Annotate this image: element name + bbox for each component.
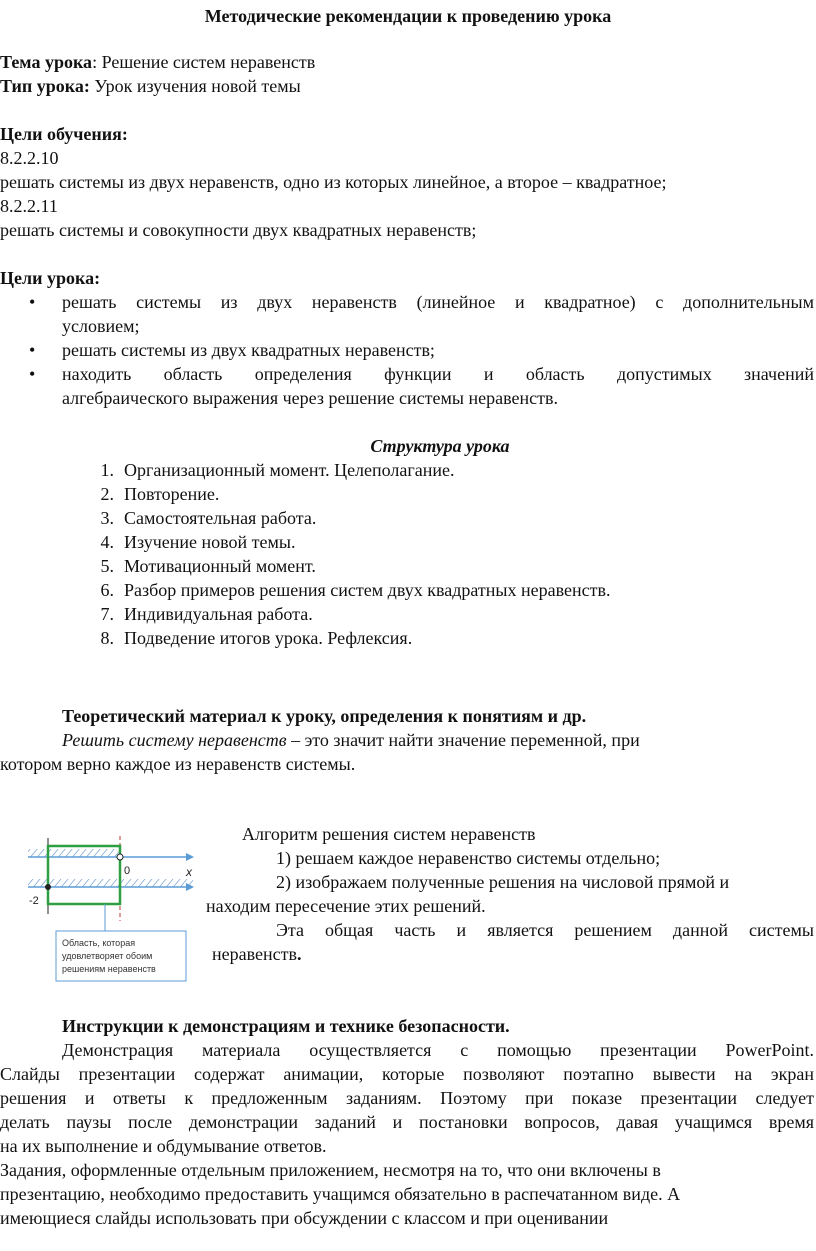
structure-list bbox=[0, 458, 816, 654]
algorithm-step-cont: находим пересечение этих решений. bbox=[206, 896, 486, 916]
lesson-topic bbox=[0, 50, 315, 74]
bullet-icon: • bbox=[29, 340, 36, 360]
instructions-line: презентацию, необходимо предоставить учащимся обязательно в распечатанном виде. А bbox=[0, 1184, 681, 1204]
instructions-line: на их выполнение и обдумывание ответов. bbox=[0, 1136, 327, 1156]
instructions-line: Демонстрация материала осуществляется с помощью презентации PowerPoint. bbox=[62, 1040, 814, 1060]
structure-item: 4. Изучение новой темы. bbox=[100, 532, 296, 552]
algorithm-step: 2) изображаем полученные решения на числовой прямой и bbox=[276, 872, 730, 892]
lesson-goal-line: находить область определения функции и область допустимых значений bbox=[62, 364, 814, 384]
topic-label: Тема урока bbox=[0, 52, 93, 72]
structure-heading: Структура урока bbox=[370, 436, 510, 456]
instructions-line: решения и ответы к предложенным заданиям. Поэтому при показе презентации следует bbox=[0, 1088, 814, 1108]
lesson-type bbox=[0, 74, 301, 98]
structure-item: 2. Повторение. bbox=[100, 484, 220, 504]
lesson-goal-item bbox=[0, 362, 816, 410]
instructions-line: Слайды презентации содержат анимации, которые позволяют поэтапно вывести на экран bbox=[0, 1064, 814, 1084]
lesson-goal-line: решать системы из двух неравенств (линейное и квадратное) с дополнительным bbox=[62, 292, 814, 312]
algorithm-title: Алгоритм решения систем неравенств bbox=[242, 824, 536, 844]
goal-text: решать системы и совокупности двух квадратных неравенств; bbox=[0, 220, 477, 240]
structure-item: 5. Мотивационный момент. bbox=[100, 556, 316, 576]
topic-value: : Решение систем неравенств bbox=[92, 52, 316, 72]
callout-line: решениям неравенств bbox=[62, 964, 156, 974]
bullet-icon: • bbox=[29, 364, 36, 384]
lesson-goal-item bbox=[0, 290, 816, 338]
arrow-icon bbox=[186, 853, 194, 861]
callout-line: Область, которая bbox=[62, 938, 136, 948]
structure-item: 3. Самостоятельная работа. bbox=[100, 508, 317, 528]
callout-line: удовлетворяет обоим bbox=[62, 951, 153, 961]
open-point bbox=[117, 854, 123, 860]
lesson-goals-heading: Цели урока: bbox=[0, 268, 101, 288]
filled-point bbox=[45, 884, 51, 890]
structure-item: 7. Индивидуальная работа. bbox=[100, 604, 313, 624]
goal-text: решать системы из двух неравенств, одно из которых линейное, а второе – квадратное; bbox=[0, 172, 667, 192]
theory-heading: Теоретический материал к уроку, определения к понятиям и др. bbox=[62, 706, 587, 726]
algorithm-step: Эта общая часть и является решением данной системы bbox=[276, 920, 814, 940]
type-label: Тип урока: bbox=[0, 76, 90, 96]
structure-item: 8. Подведение итогов урока. Рефлексия. bbox=[100, 628, 413, 648]
instructions-heading: Инструкции к демонстрациям и технике безопасности. bbox=[62, 1016, 510, 1036]
goal-code: 8.2.2.10 bbox=[0, 148, 59, 168]
algorithm-step-cont: неравенств. bbox=[212, 944, 302, 964]
learning-goals-heading: Цели обучения: bbox=[0, 124, 128, 144]
theory-definition: Решить систему неравенств – это значит найти значение переменной, при bbox=[62, 730, 640, 750]
structure-item: 6. Разбор примеров решения систем двух квадратных неравенств. bbox=[100, 580, 611, 600]
lesson-goal-line: условием; bbox=[62, 316, 140, 336]
label-x: x bbox=[186, 865, 192, 879]
label-neg2: -2 bbox=[29, 895, 39, 907]
hatch-band-upper bbox=[28, 849, 120, 857]
theory-definition-cont: котором верно каждое из неравенств системы. bbox=[0, 754, 356, 774]
definition-term: Решить систему неравенств bbox=[62, 730, 287, 750]
algorithm-step: 1) решаем каждое неравенство системы отдельно; bbox=[276, 848, 661, 868]
lesson-goal-line: алгебраического выражения через решение системы неравенств. bbox=[62, 388, 558, 408]
number-line-diagram bbox=[0, 826, 205, 986]
instructions-line: делать паузы после демонстрации заданий и постановки вопросов, давая учащимся время bbox=[0, 1112, 814, 1132]
type-value: Урок изучения новой темы bbox=[89, 76, 301, 96]
instructions-line: Задания, оформленные отдельным приложением, несмотря на то, что они включены в bbox=[0, 1160, 661, 1180]
hatch-band-lower bbox=[28, 879, 193, 887]
lesson-goal-line: решать системы из двух квадратных неравенств; bbox=[62, 340, 435, 360]
page-title: Методические рекомендации к проведению урока bbox=[204, 6, 612, 26]
goal-code: 8.2.2.11 bbox=[0, 196, 58, 216]
lesson-goal-item bbox=[0, 338, 816, 362]
label-zero: 0 bbox=[124, 865, 131, 877]
bullet-icon: • bbox=[29, 292, 36, 312]
instructions-line: имеющиеся слайды использовать при обсуждении с классом и при оценивании bbox=[0, 1208, 609, 1228]
structure-item: 1. Организационный момент. Целеполагание. bbox=[100, 460, 455, 480]
